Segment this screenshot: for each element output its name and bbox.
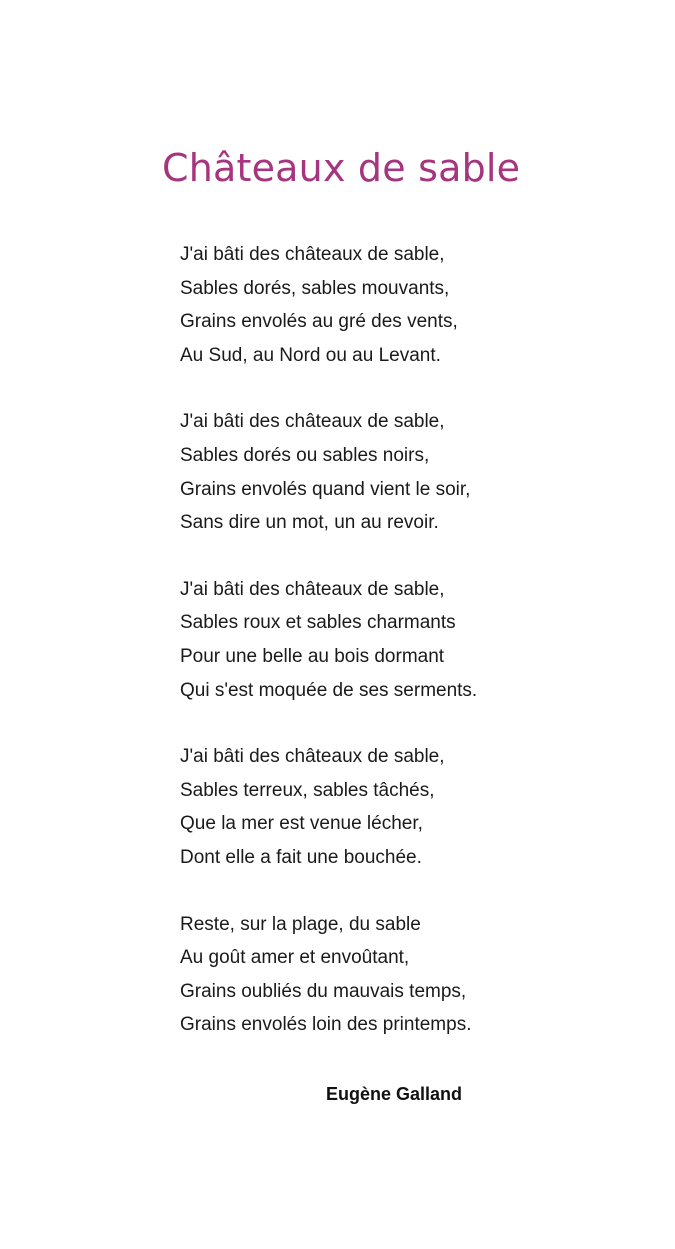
poem-line: Grains envolés au gré des vents, <box>180 311 458 333</box>
poem-line: Grains envolés quand vient le soir, <box>180 478 471 500</box>
poem-line: J'ai bâti des châteaux de sable, <box>180 746 445 768</box>
poem-stanza <box>180 573 620 707</box>
poem-line: J'ai bâti des châteaux de sable, <box>180 578 445 600</box>
poem-line: Pour une belle au bois dormant <box>180 645 445 667</box>
poem-line: Grains envolés loin des printemps. <box>180 1014 472 1036</box>
poem-line: Sans dire un mot, un au revoir. <box>180 512 439 534</box>
poem-line: Sables dorés ou sables noirs, <box>180 444 430 466</box>
poem-stanza <box>180 238 620 372</box>
poem-line: Sables terreux, sables tâchés, <box>180 779 435 801</box>
poem-line: Au goût amer et envoûtant, <box>180 947 410 969</box>
poem-stanza <box>180 908 620 1042</box>
poem-line: Sables roux et sables charmants <box>180 612 456 634</box>
poem-line: Que la mer est venue lécher, <box>180 813 423 835</box>
poem-line: Dont elle a fait une bouchée. <box>180 846 422 868</box>
poem-line: J'ai bâti des châteaux de sable, <box>180 411 445 433</box>
poem-line: Sables dorés, sables mouvants, <box>180 277 450 299</box>
poem-author: Eugène Galland <box>326 1084 463 1104</box>
poem-stanza <box>180 740 620 874</box>
poem-line: Au Sud, au Nord ou au Levant. <box>180 344 441 366</box>
poem-line: Grains oubliés du mauvais temps, <box>180 980 467 1002</box>
poem-title: Châteaux de sable <box>162 146 521 190</box>
poem-line: Reste, sur la plage, du sable <box>180 913 421 935</box>
poem-line: J'ai bâti des châteaux de sable, <box>180 244 445 265</box>
poem-stanza <box>180 405 620 539</box>
poem-line: Qui s'est moquée de ses serments. <box>180 679 478 701</box>
poem-body <box>180 238 620 1075</box>
